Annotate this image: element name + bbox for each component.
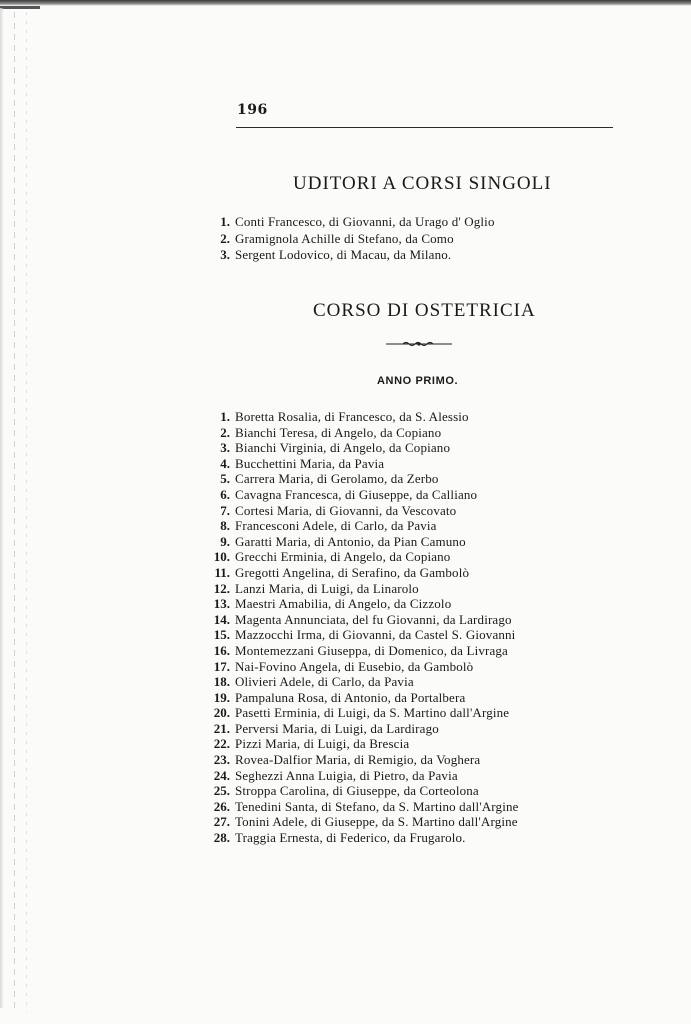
list-item <box>206 830 519 846</box>
list-item-number: 14. <box>213 611 230 627</box>
list-item-number: 19. <box>213 689 230 705</box>
list-item-number: 15. <box>213 627 230 643</box>
uditori-list <box>206 214 495 264</box>
list-item-text: Garatti Maria, di Antonio, da Pian Camuno <box>235 533 466 549</box>
list-item <box>206 627 519 643</box>
list-item <box>206 612 519 628</box>
list-item-text: Carrera Maria, di Gerolamo, da Zerbo <box>235 471 439 487</box>
list-item-number: 24. <box>213 767 230 783</box>
list-item <box>206 643 519 659</box>
list-item-number: 12. <box>213 580 230 596</box>
list-item-number: 11. <box>214 564 230 580</box>
list-item <box>206 596 519 612</box>
list-item-text: Montemezzani Giuseppa, di Domenico, da Livraga <box>235 642 508 658</box>
list-item-text: Sergent Lodovico, di Macau, da Milano. <box>235 247 452 262</box>
list-item-number: 2. <box>220 230 230 246</box>
list-item-number: 9. <box>220 533 230 549</box>
list-item <box>206 549 519 565</box>
list-item-text: Perversi Maria, di Luigi, da Lardirago <box>235 720 439 736</box>
list-item <box>206 674 519 690</box>
page-number: 196 <box>237 102 268 118</box>
list-item <box>206 659 519 675</box>
list-item-text: Conti Francesco, di Giovanni, da Urago d' Oglio <box>235 214 495 229</box>
list-item <box>206 518 519 534</box>
list-item-text: Mazzocchi Irma, di Giovanni, da Castel S. Giovanni <box>235 627 516 643</box>
scan-gutter-line <box>14 12 15 1012</box>
list-item <box>206 471 519 487</box>
list-item <box>206 456 519 472</box>
list-item <box>206 565 519 581</box>
subtitle-anno-primo: ANNO PRIMO. <box>377 375 459 387</box>
list-item-number: 16. <box>213 642 230 658</box>
list-item-text: Seghezzi Anna Luigia, di Pietro, da Pavia <box>235 767 458 783</box>
list-item <box>206 487 519 503</box>
list-item-number: 13. <box>213 596 230 612</box>
list-item-number: 3. <box>220 247 230 262</box>
list-item-text: Magenta Annunciata, del fu Giovanni, da Lardirago <box>235 611 512 627</box>
list-item <box>206 247 495 264</box>
list-item <box>206 581 519 597</box>
list-item-text: Stroppa Carolina, di Giuseppe, da Corteolona <box>235 783 479 799</box>
list-item-number: 18. <box>213 674 230 690</box>
list-item <box>206 409 519 425</box>
list-item-text: Gregotti Angelina, di Serafino, da Gambolò <box>235 564 470 580</box>
list-item-number: 17. <box>213 658 230 674</box>
list-item-number: 23. <box>213 752 230 768</box>
scan-top-mark <box>0 6 40 9</box>
list-item <box>206 214 495 231</box>
list-item <box>206 721 519 737</box>
list-item-text: Pampaluna Rosa, di Antonio, da Portalbera <box>235 689 466 705</box>
list-item-text: Grecchi Erminia, di Angelo, da Copiano <box>235 549 451 565</box>
list-item-number: 5. <box>220 471 230 487</box>
list-item-number: 3. <box>220 440 230 456</box>
ornamental-divider-icon <box>386 340 452 348</box>
list-item-text: Bianchi Teresa, di Angelo, da Copiano <box>235 424 442 440</box>
section-title-uditori: UDITORI A CORSI SINGOLI <box>293 173 552 194</box>
list-item-text: Tenedini Santa, di Stefano, da S. Martino dall'Argine <box>235 798 519 814</box>
list-item <box>206 705 519 721</box>
list-item <box>206 768 519 784</box>
list-item <box>206 425 519 441</box>
list-item-text: Bucchettini Maria, da Pavia <box>235 455 385 471</box>
list-item-number: 25. <box>213 783 230 799</box>
list-item-text: Boretta Rosalia, di Francesco, da S. Alessio <box>235 409 469 424</box>
list-item-number: 27. <box>213 814 230 830</box>
list-item-text: Nai-Fovino Angela, di Eusebio, da Gambolò <box>235 658 474 674</box>
list-item-text: Tonini Adele, di Giuseppe, da S. Martino dall'Argine <box>235 814 518 830</box>
header-rule <box>236 127 613 128</box>
list-item-number: 2. <box>220 424 230 440</box>
list-item-number: 7. <box>220 502 230 518</box>
list-item-number: 28. <box>213 830 230 846</box>
list-item-number: 8. <box>220 518 230 534</box>
scan-top-edge <box>0 0 691 6</box>
list-item-text: Francesconi Adele, di Carlo, da Pavia <box>235 518 437 534</box>
list-item-text: Rovea-Dalfior Maria, di Remigio, da Voghera <box>235 752 481 768</box>
list-item-number: 20. <box>213 705 230 721</box>
list-item-text: Olivieri Adele, di Carlo, da Pavia <box>235 674 414 690</box>
list-item-number: 4. <box>220 455 230 471</box>
list-item-number: 6. <box>220 486 230 502</box>
list-item-text: Traggia Ernesta, di Federico, da Frugarolo. <box>235 830 466 846</box>
list-item <box>206 736 519 752</box>
list-item-text: Bianchi Virginia, di Angelo, da Copiano <box>235 440 451 456</box>
anno-primo-list <box>206 409 519 846</box>
list-item <box>206 534 519 550</box>
list-item-text: Maestri Amabilia, di Angelo, da Cizzolo <box>235 596 452 612</box>
list-item <box>206 440 519 456</box>
section-title-ostetricia: CORSO DI OSTETRICIA <box>313 300 536 321</box>
list-item-text: Gramignola Achille di Stefano, da Como <box>235 230 454 246</box>
list-item <box>206 783 519 799</box>
list-item-number: 1. <box>220 409 230 424</box>
list-item-number: 26. <box>213 798 230 814</box>
list-item-number: 10. <box>213 549 230 565</box>
list-item-number: 1. <box>220 214 230 229</box>
list-item <box>206 799 519 815</box>
list-item <box>206 752 519 768</box>
list-item <box>206 503 519 519</box>
list-item-number: 22. <box>213 736 230 752</box>
list-item-text: Pizzi Maria, di Luigi, da Brescia <box>235 736 410 752</box>
scan-left-edge <box>0 8 4 1008</box>
list-item <box>206 690 519 706</box>
list-item-text: Cavagna Francesca, di Giuseppe, da Calliano <box>235 486 478 502</box>
list-item-text: Pasetti Erminia, di Luigi, da S. Martino dall'Argine <box>235 705 510 721</box>
list-item-text: Lanzi Maria, di Luigi, da Linarolo <box>235 580 419 596</box>
list-item <box>206 814 519 830</box>
list-item-number: 21. <box>213 720 230 736</box>
scan-gutter-line-secondary <box>26 12 27 1012</box>
list-item <box>206 231 495 248</box>
list-item-text: Cortesi Maria, di Giovanni, da Vescovato <box>235 502 457 518</box>
